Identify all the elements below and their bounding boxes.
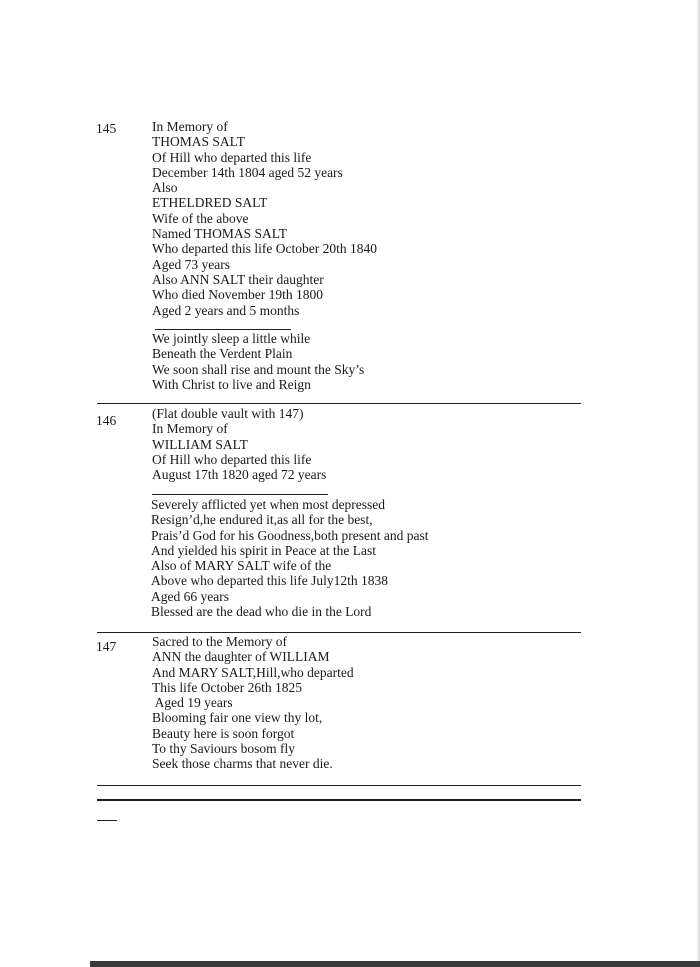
inscription-line: Also xyxy=(152,180,178,196)
verse-line: Beneath the Verdent Plain xyxy=(152,346,293,362)
entry-145-verse xyxy=(152,331,364,392)
inscription-line: ANN the daughter of WILLIAM xyxy=(152,649,330,665)
entry-divider xyxy=(97,632,581,633)
entry-number-147: 147 xyxy=(96,639,117,654)
inscription-line: August 17th 1820 aged 72 years xyxy=(152,467,327,483)
inscription-line: THOMAS SALT xyxy=(152,134,245,150)
inscription-line: Aged 19 years xyxy=(152,695,233,711)
entry-divider xyxy=(97,403,581,404)
verse-line: Blessed are the dead who die in the Lord xyxy=(151,604,372,620)
closing-rule xyxy=(97,785,581,786)
verse-separator xyxy=(155,329,291,330)
entry-146-verse xyxy=(151,497,428,619)
inscription-line: (Flat double vault with 147) xyxy=(152,406,304,421)
verse-line: Prais’d God for his Goodness,both present and past xyxy=(151,527,429,543)
verse-line: Resign’d,he endured it,as all for the best, xyxy=(151,512,373,528)
inscription-line: Sacred to the Memory of xyxy=(152,634,287,649)
verse-line: Severely afflicted yet when most depressed xyxy=(151,497,386,512)
verse-line: We soon shall rise and mount the Sky’s xyxy=(152,361,365,377)
inscription-line: WILLIAM SALT xyxy=(152,436,248,452)
inscription-line: And MARY SALT,Hill,who departed xyxy=(152,664,354,680)
entry-145-inscription xyxy=(152,119,377,318)
entry-146-inscription xyxy=(152,406,326,482)
entry-number-145: 145 xyxy=(96,121,117,136)
scan-edge xyxy=(90,961,700,967)
inscription-line: Blooming fair one view thy lot, xyxy=(152,710,323,726)
verse-separator xyxy=(152,494,328,495)
inscription-line: To thy Saviours bosom fly xyxy=(152,741,296,757)
verse-line: We jointly sleep a little while xyxy=(152,331,311,346)
inscription-line: Wife of the above xyxy=(152,210,249,226)
inscription-line: ETHELDRED SALT xyxy=(152,195,268,211)
closing-mark xyxy=(97,820,117,821)
inscription-line: Who departed this life October 20th 1840 xyxy=(152,241,377,257)
inscription-line: Seek those charms that never die. xyxy=(152,756,333,772)
verse-line: And yielded his spirit in Peace at the Last xyxy=(151,542,376,558)
closing-rule xyxy=(97,799,581,801)
inscription-line: Of Hill who departed this life xyxy=(152,451,312,467)
inscription-line: In Memory of xyxy=(152,119,228,134)
inscription-line: Also ANN SALT their daughter xyxy=(152,271,324,287)
entry-number-146: 146 xyxy=(96,413,117,428)
verse-line: Aged 66 years xyxy=(151,588,229,604)
inscription-line: Beauty here is soon forgot xyxy=(152,725,295,741)
inscription-line: In Memory of xyxy=(152,421,228,437)
inscription-line: Aged 2 years and 5 months xyxy=(152,302,300,318)
verse-line: With Christ to live and Reign xyxy=(152,376,311,392)
verse-line: Above who departed this life July12th 1838 xyxy=(151,573,388,589)
inscription-line: Who died November 19th 1800 xyxy=(152,287,323,303)
inscription-line: Of Hill who departed this life xyxy=(152,149,312,165)
inscription-line: This life October 26th 1825 xyxy=(152,679,302,695)
verse-line: Also of MARY SALT wife of the xyxy=(151,558,332,574)
entry-147-inscription xyxy=(152,634,354,772)
inscription-line: Named THOMAS SALT xyxy=(152,226,288,242)
inscription-line: December 14th 1804 aged 52 years xyxy=(152,164,343,180)
inscription-line: Aged 73 years xyxy=(152,256,230,272)
